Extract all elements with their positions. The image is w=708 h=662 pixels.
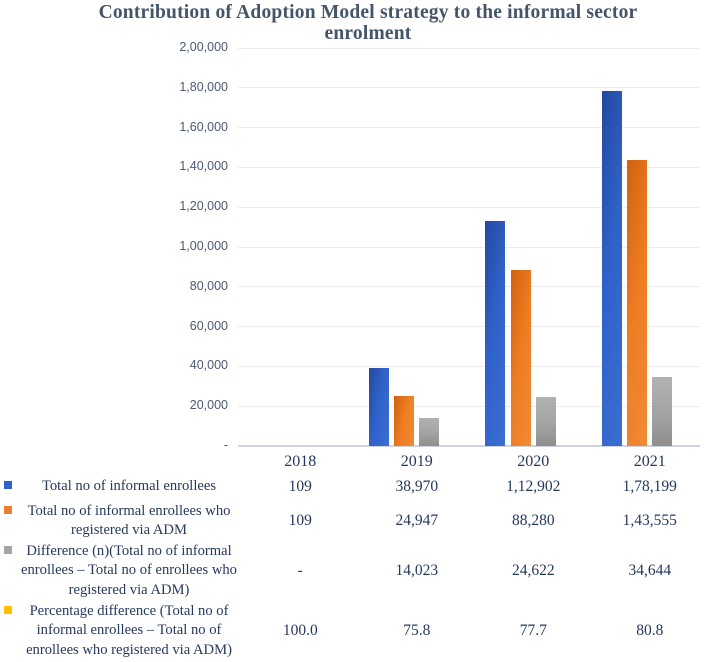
data-table — [0, 450, 708, 662]
y-axis-tick-label: 80,000 — [189, 278, 228, 293]
y-axis-tick-label: 1,20,000 — [179, 199, 228, 214]
legend-swatch-icon — [4, 506, 12, 514]
value-2018-row4: 100.0 — [282, 622, 318, 639]
bar-series2-2021 — [627, 160, 647, 446]
y-gridline — [238, 127, 700, 128]
series-label-text: Difference (n)(Total no of informal enrollees – Total no of enrollees who registered via ADM) — [21, 543, 237, 598]
y-axis-tick-label: 20,000 — [189, 398, 228, 413]
plot-area — [0, 40, 708, 452]
y-axis-tick-label: 2,00,000 — [179, 40, 228, 54]
series-label-row4 — [0, 600, 242, 662]
series-label-text: Total no of informal enrollees — [41, 478, 217, 495]
year-header-2021: 2021 — [633, 453, 666, 470]
value-2018-row1: 109 — [288, 478, 312, 495]
y-axis-tick-label: 1,60,000 — [179, 119, 228, 134]
series-label-text: Total no of informal enrollees who registered via ADM — [27, 502, 231, 538]
value-2019-row3: 14,023 — [395, 562, 439, 579]
value-2021-row1: 1,78,199 — [622, 478, 677, 495]
series-label-text: Percentage difference (Total no of informal enrollees – Total no of enrollees who registered via ADM) — [26, 603, 232, 658]
legend-swatch-icon — [4, 546, 12, 554]
bar-series2-2020 — [511, 270, 531, 446]
value-2019-row2: 24,947 — [395, 512, 439, 529]
bar-series1-2021 — [602, 91, 622, 446]
year-header-2018: 2018 — [284, 453, 317, 470]
value-2020-row2: 88,280 — [511, 512, 555, 529]
bar-series2-2019 — [394, 396, 414, 446]
legend-swatch-icon — [4, 606, 12, 614]
bar-series3-2021 — [652, 377, 672, 446]
value-2019-row4: 75.8 — [403, 622, 431, 639]
y-axis-tick-label: 1,80,000 — [179, 79, 228, 94]
y-axis-tick-label: 40,000 — [189, 358, 228, 373]
y-axis-tick-label: - — [223, 438, 228, 452]
legend-swatch-icon — [4, 481, 12, 489]
chart-title: Contribution of Adoption Model strategy to the informal sector enrolment — [98, 2, 638, 44]
value-2021-row4: 80.8 — [636, 622, 664, 639]
value-2019-row1: 38,970 — [395, 478, 439, 495]
table-corner-cell — [0, 450, 242, 474]
value-2020-row4: 77.7 — [519, 622, 547, 639]
y-axis-tick-label: 60,000 — [189, 318, 228, 333]
value-2021-row3: 34,644 — [628, 562, 672, 579]
value-2020-row3: 24,622 — [511, 562, 555, 579]
bar-series1-2020 — [485, 221, 505, 446]
y-gridline — [238, 48, 700, 49]
bar-series3-2020 — [536, 397, 556, 446]
year-header-2020: 2020 — [517, 453, 550, 470]
y-axis-tick-label: 1,00,000 — [179, 239, 228, 253]
y-axis-tick-label: 1,40,000 — [179, 159, 228, 174]
value-2021-row2: 1,43,555 — [622, 512, 677, 529]
series-label-row1 — [0, 474, 242, 500]
bar-series3-2019 — [419, 418, 439, 446]
y-gridline — [238, 87, 700, 88]
series-label-row2 — [0, 500, 242, 542]
year-header-2019: 2019 — [400, 453, 433, 470]
value-2018-row2: 109 — [288, 512, 312, 529]
value-2018-row3: - — [297, 562, 303, 579]
value-2020-row1: 1,12,902 — [506, 478, 561, 495]
bar-series1-2019 — [369, 368, 389, 446]
series-label-row3 — [0, 542, 242, 600]
